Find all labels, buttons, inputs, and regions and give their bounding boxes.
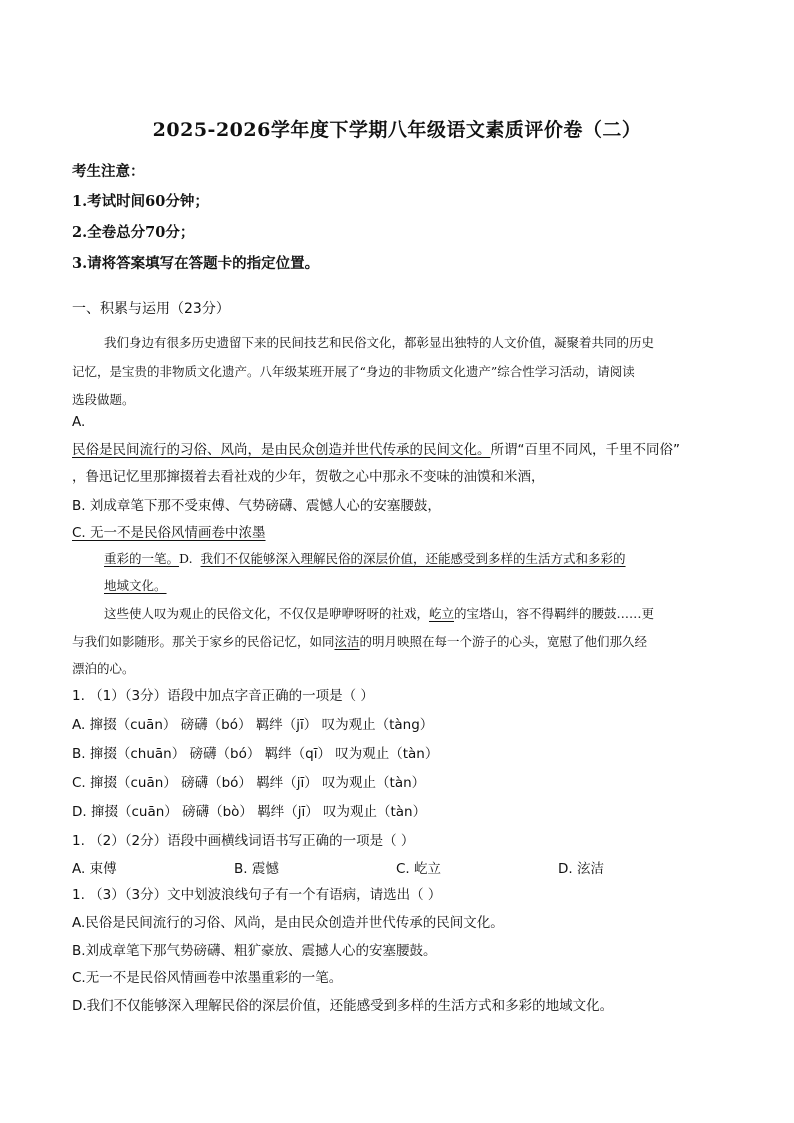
notice-item: 3.请将答案填写在答题卡的指定位置。 <box>72 255 320 272</box>
question-stem: 1. （2）（2分）语段中画横线词语书写正确的一项是（ ） <box>72 833 415 849</box>
passage-line: 漂泊的心。 <box>72 661 135 676</box>
passage-line <box>104 576 167 594</box>
question-option: D. 撺掇（cuān） 磅礴（bò） 羁绊（jī） 叹为观止（tàn） <box>72 804 427 820</box>
intro-line: 记忆，是宝贵的非物质文化遗产。八年级某班开展了“身边的非物质文化遗产”综合性学习活动，请阅读 <box>72 364 635 379</box>
question-stem: 1. （3）（3分）文中划波浪线句子有一个有语病，请选出（ ） <box>72 887 442 903</box>
question-option: C.无一不是民俗风情画卷中浓墨重彩的一笔。 <box>72 970 343 986</box>
sentence-c: C. 无一不是民俗风情画卷中浓墨 <box>72 525 266 541</box>
passage-line <box>104 549 626 567</box>
question-option: B.刘成章笔下那气势磅礴、粗犷豪放、震撼人心的安塞腰鼓。 <box>72 943 437 959</box>
section-heading: 一、积累与运用（23分） <box>72 301 230 317</box>
question-option: D. 泫洁 <box>558 861 604 877</box>
underlined-word: 屹立 <box>429 606 455 621</box>
passage-text: 所谓“百里不同风，千里不同俗” <box>490 442 680 458</box>
question-option: A. 撺掇（cuān） 磅礴（bó） 羁绊（jī） 叹为观止（tàng） <box>72 717 434 733</box>
question-option: D.我们不仅能够深入理解民俗的深层价值，还能感受到多样的生活方式和多彩的地域文化。 <box>72 998 614 1014</box>
sentence-a: 民俗是民间流行的习俗、风尚，是由民众创造并世代传承的民间文化。 <box>72 442 491 458</box>
passage-text: 的明月映照在每一个游子的心头，宽慰了他们那久经 <box>359 634 648 649</box>
underlined-word: 泫洁 <box>334 634 360 649</box>
passage-line <box>72 521 266 541</box>
intro-line: 选段做题。 <box>72 392 135 407</box>
passage-label-d: D. <box>179 551 193 566</box>
intro-line: 我们身边有很多历史遗留下来的民间技艺和民俗文化，都彰显出独特的人文价值，凝聚着共同的历史 <box>104 335 655 350</box>
question-option: B. 撺掇（chuān） 磅礴（bó） 羁绊（qī） 叹为观止（tàn） <box>72 746 439 762</box>
page-title: 2025-2026学年度下学期八年级语文素质评价卷（二） <box>152 119 642 141</box>
notice-heading: 考生注意： <box>72 163 145 180</box>
sentence-d-tail: 地域文化。 <box>104 578 167 593</box>
notice-item: 1.考试时间60分钟； <box>72 193 209 210</box>
passage-line <box>104 604 654 622</box>
sentence-b: B. 刘成章笔下那不受束傅、气势磅礴、震憾人心的安塞腰鼓， <box>72 498 441 514</box>
sentence-c-tail: 重彩的一笔。 <box>104 551 180 566</box>
question-option: A.民俗是民间流行的习俗、风尚，是由民众创造并世代传承的民间文化。 <box>72 915 504 931</box>
passage-text: 与我们如影随形。那关于家乡的民俗记忆，如同 <box>72 634 335 649</box>
question-option: A. 束傅 <box>72 861 117 877</box>
question-option: C. 撺掇（cuān） 磅礴（bó） 羁绊（jī） 叹为观止（tàn） <box>72 775 426 791</box>
passage-text: 这些使人叹为观止的民俗文化，不仅仅是咿咿呀呀的社戏， <box>104 606 430 621</box>
sentence-d: 我们不仅能够深入理解民俗的深层价值，还能感受到多样的生活方式和多彩的 <box>200 551 626 566</box>
passage-label-a: A. <box>72 414 86 430</box>
passage-line <box>72 632 647 650</box>
question-option: B. 震憾 <box>234 861 279 877</box>
passage-text: 的宝塔山，容不得羁绊的腰鼓……更 <box>454 606 655 621</box>
notice-item: 2.全卷总分70分； <box>72 224 195 241</box>
question-option: C. 屹立 <box>396 861 442 877</box>
passage-line <box>72 438 680 458</box>
passage-line: ，鲁迅记忆里那撺掇着去看社戏的少年，贺敬之心中那永不变味的油馍和米酒， <box>72 469 545 485</box>
question-stem: 1. （1）（3分）语段中加点字音正确的一项是（ ） <box>72 688 374 704</box>
